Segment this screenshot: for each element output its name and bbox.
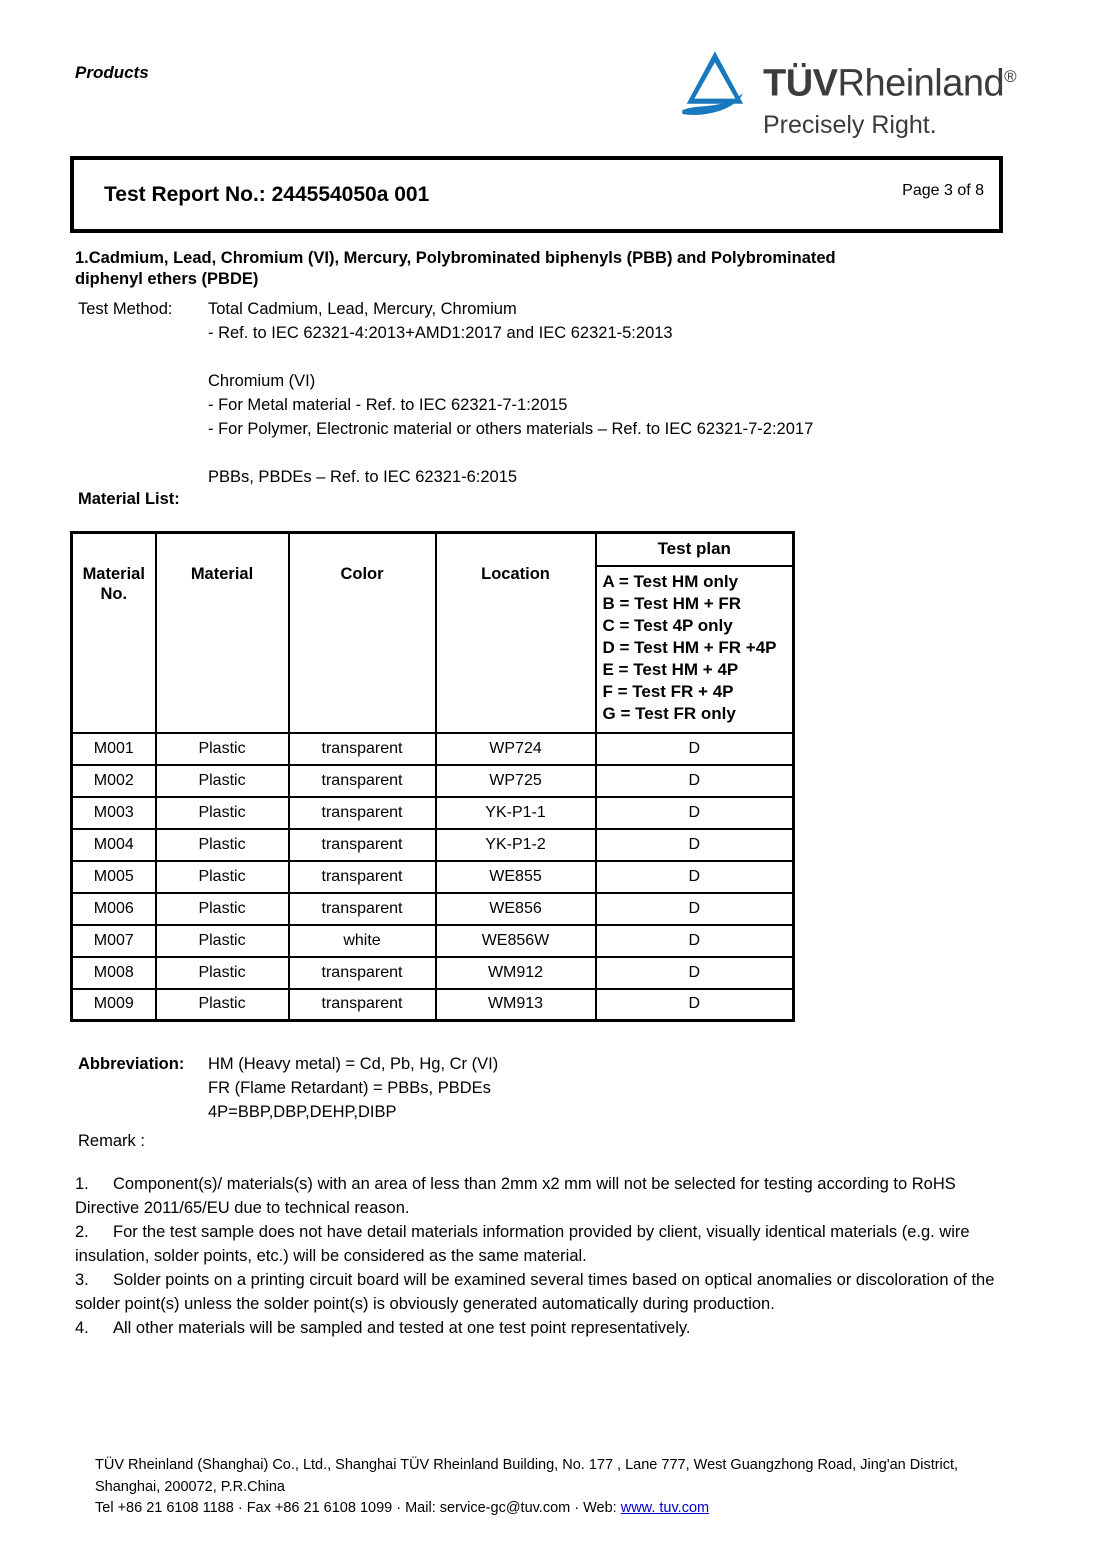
registered-mark-icon: ®: [1004, 67, 1017, 86]
test-method-line: PBBs, PBDEs – Ref. to IEC 62321-6:2015: [208, 468, 518, 486]
report-title: Test Report No.: 244554050a 001: [104, 182, 430, 206]
cell-location: YK-P1-2: [436, 829, 596, 861]
legend-line: C = Test 4P only: [602, 615, 733, 635]
cell-location: YK-P1-1: [436, 797, 596, 829]
cell-material-no: M008: [72, 957, 156, 989]
remark-item: [75, 1268, 1003, 1316]
table-row: [72, 829, 794, 861]
cell-location: WM913: [436, 989, 596, 1021]
cell-material-no: M007: [72, 925, 156, 957]
test-method-line: [208, 441, 813, 465]
table-row: [72, 733, 794, 765]
products-label: Products: [75, 63, 149, 82]
column-header-material-no: Material No.: [72, 533, 156, 733]
abbreviation-label: Abbreviation:: [78, 1055, 185, 1073]
logo-brand-regular: Rheinland: [837, 62, 1005, 105]
column-header-color: Color: [289, 533, 436, 733]
legend-line: A = Test HM only: [602, 571, 739, 591]
remark-number: 4.: [75, 1319, 89, 1337]
legend-line: E = Test HM + 4P: [602, 659, 739, 679]
cell-test-plan: D: [596, 989, 794, 1021]
table-row: [72, 957, 794, 989]
test-method-line: - For Polymer, Electronic material or others materials – Ref. to IEC 62321-7-2:2017: [208, 420, 814, 438]
cell-color: transparent: [289, 797, 436, 829]
test-method-line: [208, 345, 813, 369]
cell-color: transparent: [289, 989, 436, 1021]
remark-number: 2.: [75, 1223, 89, 1241]
cell-material-no: M001: [72, 733, 156, 765]
cell-material-no: M005: [72, 861, 156, 893]
cell-color: transparent: [289, 893, 436, 925]
cell-test-plan: D: [596, 925, 794, 957]
cell-color: transparent: [289, 957, 436, 989]
legend-line: F = Test FR + 4P: [602, 681, 734, 701]
test-plan-legend: [596, 566, 794, 733]
footer-contact-line: [95, 1498, 1055, 1520]
page-footer: [95, 1455, 1055, 1520]
cell-test-plan: D: [596, 765, 794, 797]
table-row: [72, 765, 794, 797]
remark-item: [75, 1220, 1003, 1268]
cell-color: transparent: [289, 829, 436, 861]
logo-text: [763, 45, 1016, 139]
section1-heading-line2: diphenyl ethers (PBDE): [75, 270, 259, 288]
table-row: [72, 797, 794, 829]
remark-item: [75, 1316, 1003, 1340]
test-method-line: - Ref. to IEC 62321-4:2013+AMD1:2017 and IEC 62321-5:2013: [208, 324, 673, 342]
table-header-row: [72, 533, 794, 566]
cell-material: Plastic: [156, 733, 289, 765]
abbreviation-content: [208, 1052, 498, 1124]
column-header-test-plan: Test plan: [596, 533, 794, 566]
logo-tagline: Precisely Right.: [763, 110, 937, 139]
cell-material: Plastic: [156, 957, 289, 989]
cell-location: WE856: [436, 893, 596, 925]
material-list-label: Material List:: [78, 490, 180, 508]
tuv-triangle-icon: [681, 45, 745, 137]
test-method-content: [208, 297, 813, 489]
footer-contact-text: Tel +86 21 6108 1188 · Fax +86 21 6108 1099 · Mail: service-gc@tuv.com · Web:: [95, 1500, 621, 1516]
footer-address-line2: Shanghai, 200072, P.R.China: [95, 1478, 285, 1495]
remark-list: [75, 1172, 1003, 1340]
cell-color: transparent: [289, 765, 436, 797]
remark-text: Solder points on a printing circuit board will be examined several times based on optical anomalies or discoloration of the solder point(s) unless the solder point(s) is obviously generated automatically during production.: [75, 1271, 995, 1313]
cell-color: transparent: [289, 733, 436, 765]
cell-material: Plastic: [156, 765, 289, 797]
legend-line: B = Test HM + FR: [602, 593, 742, 613]
cell-material-no: M004: [72, 829, 156, 861]
remark-label: Remark :: [78, 1132, 145, 1150]
test-method-line: - For Metal material - Ref. to IEC 62321-7-1:2015: [208, 396, 568, 414]
test-method-block: [78, 297, 1103, 489]
remark-item: [75, 1172, 1003, 1220]
cell-location: WE856W: [436, 925, 596, 957]
cell-material-no: M003: [72, 797, 156, 829]
cell-material: Plastic: [156, 893, 289, 925]
cell-material: Plastic: [156, 989, 289, 1021]
remark-number: 1.: [75, 1175, 89, 1193]
test-method-label: Test Method:: [78, 300, 173, 318]
column-header-material: Material: [156, 533, 289, 733]
cell-location: WE855: [436, 861, 596, 893]
cell-test-plan: D: [596, 829, 794, 861]
section1-heading: [75, 248, 1005, 290]
remark-number: 3.: [75, 1271, 89, 1289]
abbreviation-line: FR (Flame Retardant) = PBBs, PBDEs: [208, 1079, 491, 1097]
column-header-location: Location: [436, 533, 596, 733]
legend-line: G = Test FR only: [602, 703, 736, 723]
table-row: [72, 989, 794, 1021]
cell-location: WP725: [436, 765, 596, 797]
remark-text: All other materials will be sampled and tested at one test point representatively.: [113, 1319, 691, 1337]
table-row: [72, 893, 794, 925]
table-row: [72, 925, 794, 957]
table-row: [72, 861, 794, 893]
cell-material-no: M006: [72, 893, 156, 925]
test-method-line: Total Cadmium, Lead, Mercury, Chromium: [208, 300, 517, 318]
remark-text: Component(s)/ materials(s) with an area of less than 2mm x2 mm will not be selected for testing according to RoHS Directive 2011/65/EU due to technical reason.: [75, 1175, 956, 1217]
remark-text: For the test sample does not have detail materials information provided by client, visually identical materials (e.g. wire insulation, solder points, etc.) will be considered as the same material.: [75, 1223, 970, 1265]
test-method-line: Chromium (VI): [208, 372, 316, 390]
cell-test-plan: D: [596, 957, 794, 989]
report-title-box: [70, 156, 1003, 233]
cell-material: Plastic: [156, 829, 289, 861]
tuv-rheinland-logo: [681, 45, 1016, 139]
cell-material: Plastic: [156, 925, 289, 957]
cell-color: white: [289, 925, 436, 957]
cell-material-no: M009: [72, 989, 156, 1021]
logo-brand-bold: TÜV: [763, 62, 838, 105]
abbreviation-block: [78, 1052, 1103, 1124]
footer-address-line1: TÜV Rheinland (Shanghai) Co., Ltd., Shanghai TÜV Rheinland Building, No. 177 , Lane 777, West Guangzhong Road, Jing'an District,: [95, 1457, 959, 1473]
cell-test-plan: D: [596, 797, 794, 829]
logo-brand-line: [763, 57, 1016, 104]
cell-material: Plastic: [156, 797, 289, 829]
material-table: [70, 531, 795, 1022]
cell-test-plan: D: [596, 861, 794, 893]
footer-web-link[interactable]: www. tuv.com: [620, 1500, 710, 1516]
abbreviation-line: HM (Heavy metal) = Cd, Pb, Hg, Cr (VI): [208, 1055, 499, 1073]
cell-color: transparent: [289, 861, 436, 893]
section1-heading-line1: 1.Cadmium, Lead, Chromium (VI), Mercury, Polybrominated biphenyls (PBB) and Polybrominated: [75, 249, 836, 267]
page-indicator: Page 3 of 8: [902, 182, 984, 199]
cell-test-plan: D: [596, 733, 794, 765]
cell-material-no: M002: [72, 765, 156, 797]
cell-location: WM912: [436, 957, 596, 989]
abbreviation-line: 4P=BBP,DBP,DEHP,DIBP: [208, 1103, 397, 1121]
cell-location: WP724: [436, 733, 596, 765]
legend-line: D = Test HM + FR +4P: [602, 637, 777, 657]
cell-material: Plastic: [156, 861, 289, 893]
cell-test-plan: D: [596, 893, 794, 925]
